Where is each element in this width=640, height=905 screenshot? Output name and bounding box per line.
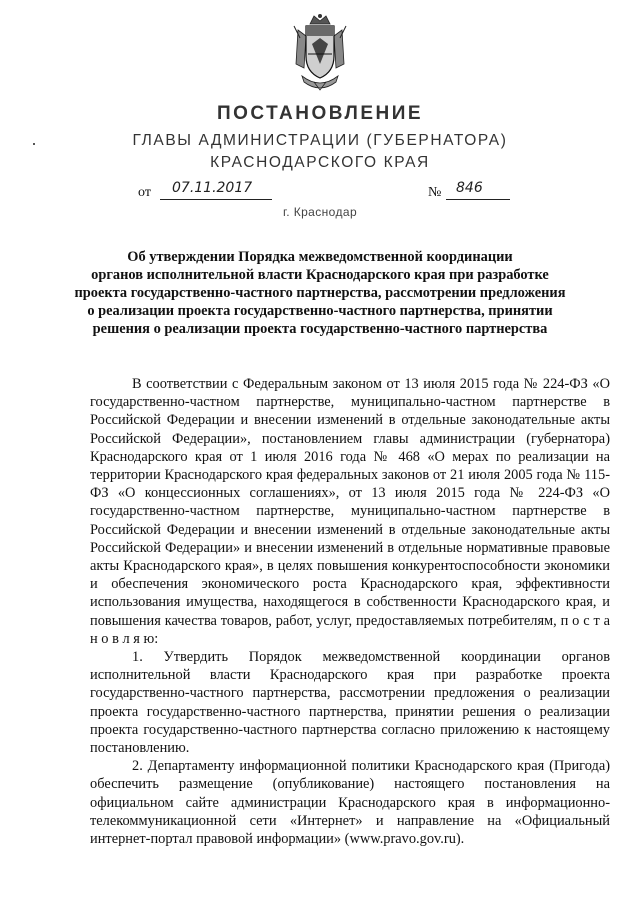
region-line: КРАСНОДАРСКОГО КРАЯ — [210, 154, 430, 171]
number-label: № — [428, 185, 442, 200]
document-title — [60, 248, 580, 338]
title-line: о реализации проекта государственно-частного партнерства, принятии — [87, 303, 553, 319]
title-line: проекта государственно-частного партнерства, рассмотрении предложения — [74, 285, 566, 301]
date-label: от — [138, 185, 151, 200]
number-underline — [446, 199, 510, 200]
title-line: органов исполнительной власти Краснодарского края при разработке — [91, 267, 549, 283]
title-line: Об утверждении Порядка межведомственной координации — [127, 249, 513, 265]
date-underline — [160, 199, 272, 200]
clause-1-paragraph: 1. Утвердить Порядок межведомственной координации органов исполнительной власти Краснодарского края при разработке проекта государственно-частного партнерства, рассмотрении предложения о реализации проекта государственно-частного партнерства, принятии решения о реализации проекта государственно-частного партнерства согласно приложению к настоящему постановлению. — [90, 649, 610, 757]
document-type-heading: ПОСТАНОВЛЕНИЕ — [216, 103, 424, 124]
number-value: 846 — [456, 180, 483, 196]
date-value: 07.11.2017 — [172, 180, 253, 196]
issuing-authority-line: ГЛАВЫ АДМИНИСТРАЦИИ (ГУБЕРНАТОРА) — [132, 132, 508, 149]
document-body — [90, 375, 610, 848]
preamble-paragraph: В соответствии с Федеральным законом от 13 июля 2015 года № 224-ФЗ «О государственно-частном партнерстве, муниципально-частном партнерстве в Российской Федерации и внесении изменений в отдельные законодательные акты Российской Федерации», постановлением главы администрации (губернатора) Краснодарского края от 1 июля 2016 года № 468 «О мерах по реализации на территории Краснодарского края федеральных законов от 21 июля 2005 года № 115-ФЗ «О концессионных соглашениях», от 13 июля 2015 года № 224-ФЗ «О государственно-частном партнерстве, муниципально-частном партнерстве в Российской Федерации и внесении изменений в отдельные законодательные акты Российской Федерации» и внесении изменений в отдельные нормативные правовые акты Краснодарского края», в целях повышения конкурентоспособности экономики и обеспечения экономического роста Краснодарского края, эффективности использования имущества, находящегося в собственности Краснодарского края, и повышения качества товаров, работ, услуг, предоставляемых потребителям, п о с т а н о в л я ю: — [90, 376, 610, 647]
krasnodar-krai-coat-of-arms — [288, 10, 352, 94]
city-line: г. Краснодар — [282, 205, 358, 219]
title-line: решения о реализации проекта государственно-частного партнерства — [92, 321, 548, 337]
clause-2-paragraph: 2. Департаменту информационной политики Краснодарского края (Пригода) обеспечить размещение (опубликование) настоящего постановления на официальном сайте администрации Краснодарского края в информационно-телекоммуникационной сети «Интернет» и направление на «Официальный интернет-портал правовой информации» (www.pravo.gov.ru). — [90, 758, 610, 848]
